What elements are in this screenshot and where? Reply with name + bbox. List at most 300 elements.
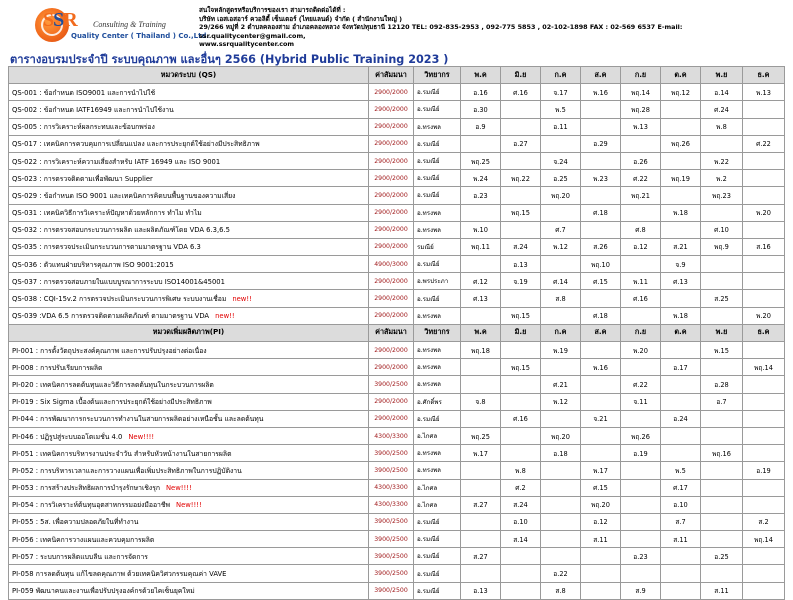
- session-date: [743, 187, 785, 204]
- session-date: พ.12: [541, 393, 581, 410]
- session-date: พฤ.15: [501, 359, 541, 376]
- session-date: อ.9: [461, 118, 501, 135]
- session-date: ศ.8: [621, 221, 661, 238]
- new-badge: New!!!!: [128, 432, 155, 441]
- session-date: [661, 101, 701, 118]
- session-date: [621, 565, 661, 582]
- session-date: จ.11: [621, 393, 661, 410]
- logo-tagline: Consulting & Training: [93, 20, 166, 29]
- session-date: [541, 359, 581, 376]
- session-date: ศ.24: [701, 101, 743, 118]
- course-name: [9, 187, 369, 204]
- course-price: 2900/2000: [369, 238, 414, 255]
- course-price: 2900/2000: [369, 152, 414, 169]
- session-date: พ.22: [701, 152, 743, 169]
- session-date: [661, 445, 701, 462]
- course-name: [9, 548, 369, 565]
- session-date: [661, 187, 701, 204]
- course-title: QS-036 : ตัวแทนฝ่ายบริหารคุณภาพ ISO 9001:2015: [12, 260, 174, 269]
- session-date: ส.25: [701, 290, 743, 307]
- session-date: อ.19: [743, 462, 785, 479]
- session-date: [621, 204, 661, 221]
- session-date: [541, 479, 581, 496]
- column-header: ก.ค: [541, 67, 581, 84]
- session-date: [621, 531, 661, 548]
- session-date: พ.8: [701, 118, 743, 135]
- course-title: QS-039 :VDA 6.5 การตรวจติดตามผลิตภัณฑ์ ตามมาตรฐาน VDA: [12, 312, 210, 321]
- table-row: [9, 393, 785, 410]
- logo-company-name: Quality Center ( Thailand ) Co.,Ltd.: [71, 32, 210, 40]
- session-date: ส.24: [501, 238, 541, 255]
- table-row: [9, 496, 785, 513]
- session-date: พ.5: [661, 462, 701, 479]
- course-price: 2900/2000: [369, 135, 414, 152]
- course-name: [9, 273, 369, 290]
- course-lecturer: อ.ไกศล: [414, 479, 461, 496]
- session-date: อ.13: [461, 582, 501, 599]
- session-date: [541, 135, 581, 152]
- session-date: [581, 376, 621, 393]
- session-date: [541, 531, 581, 548]
- session-date: [743, 565, 785, 582]
- course-lecturer: อ.รมณีย์: [414, 170, 461, 187]
- session-date: [661, 393, 701, 410]
- course-title: PI-059 พัฒนาคนและงานเพื่อปรับปรุงองค์กรด้วยไคเซ็นยุคใหม่: [12, 587, 195, 596]
- company-line: www.ssrqualitycenter.com: [199, 40, 295, 49]
- course-name: [9, 359, 369, 376]
- course-name: [9, 531, 369, 548]
- column-header: พ.ค: [461, 324, 501, 341]
- course-name: [9, 582, 369, 599]
- table-row: [9, 135, 785, 152]
- course-price: 2900/2000: [369, 342, 414, 359]
- course-title: QS-001 : ข้อกำหนด ISO9001 และการนำไปใช้: [12, 88, 156, 97]
- session-date: [621, 462, 661, 479]
- session-date: [501, 393, 541, 410]
- session-date: [621, 496, 661, 513]
- course-price: 2900/2000: [369, 101, 414, 118]
- session-date: [581, 152, 621, 169]
- course-lecturer: อ.รมณีย์: [414, 84, 461, 101]
- course-title: QS-017 : เทคนิคการควบคุมการเปลี่ยนแปลง และการประยุกต์ใช้อย่างมีประสิทธิภาพ: [12, 140, 260, 149]
- session-date: ส.8: [541, 290, 581, 307]
- course-price: 4300/3300: [369, 479, 414, 496]
- session-date: อ.29: [581, 135, 621, 152]
- course-lecturer: อ.รมณีย์: [414, 256, 461, 273]
- course-name: [9, 135, 369, 152]
- course-lecturer: อ.รมณีย์: [414, 152, 461, 169]
- session-date: พฤ.20: [541, 187, 581, 204]
- session-date: [621, 410, 661, 427]
- column-header: วิทยากร: [414, 324, 461, 341]
- session-date: ศ.16: [501, 410, 541, 427]
- course-lecturer: รมณีย์: [414, 238, 461, 255]
- session-date: พฤ.10: [581, 256, 621, 273]
- session-date: [701, 427, 743, 444]
- session-date: [621, 307, 661, 324]
- session-date: พ.11: [621, 273, 661, 290]
- course-title: PI-020 : เทคนิคการลดต้นทุนและวิธีการลดต้นทุนในกระบวนการผลิต: [12, 380, 214, 389]
- company-line: สนใจหลักสูตรหรือบริการของเรา สามารถติดต่อได้ที่ :: [199, 6, 346, 14]
- session-date: พฤ.12: [661, 84, 701, 101]
- course-name: [9, 565, 369, 582]
- course-name: [9, 170, 369, 187]
- course-name: [9, 427, 369, 444]
- course-title: QS-002 : ข้อกำหนด IATF16949 และการนำไปใช้งาน: [12, 105, 174, 114]
- session-date: [581, 565, 621, 582]
- session-date: ศ.12: [461, 273, 501, 290]
- session-date: [661, 221, 701, 238]
- table-row: [9, 152, 785, 169]
- course-title: PI-056 : เทคนิคการวางแผนและควบคุมการผลิต: [12, 535, 155, 544]
- session-date: ส.27: [461, 548, 501, 565]
- table-row: [9, 359, 785, 376]
- course-lecturer: อ.รมณีย์: [414, 101, 461, 118]
- course-price: 2900/2000: [369, 307, 414, 324]
- session-date: [581, 101, 621, 118]
- course-lecturer: อ.รมณีย์: [414, 135, 461, 152]
- course-lecturer: อ.พรประภา: [414, 273, 461, 290]
- session-date: [701, 565, 743, 582]
- column-header: พ.ย: [701, 67, 743, 84]
- column-header: หมวดเพิ่มผลิตภาพ(PI): [9, 324, 369, 341]
- course-lecturer: อ.ทรงพล: [414, 445, 461, 462]
- session-date: อ.13: [501, 256, 541, 273]
- course-title: PI-055 : 5ส. เพื่อความปลอดภัยในที่ทำงาน: [12, 518, 139, 527]
- course-name: [9, 462, 369, 479]
- column-header: ส.ค: [581, 324, 621, 341]
- course-name: [9, 307, 369, 324]
- course-lecturer: อ.ไกศล: [414, 496, 461, 513]
- session-date: [501, 118, 541, 135]
- session-date: พ.19: [541, 342, 581, 359]
- course-name: [9, 410, 369, 427]
- session-date: [581, 290, 621, 307]
- session-date: จ.17: [541, 84, 581, 101]
- session-date: [661, 152, 701, 169]
- session-date: [661, 582, 701, 599]
- course-name: [9, 256, 369, 273]
- session-date: [661, 342, 701, 359]
- course-price: 3900/2500: [369, 582, 414, 599]
- session-date: พฤ.22: [501, 170, 541, 187]
- session-date: พ.18: [661, 307, 701, 324]
- session-date: อ.30: [461, 101, 501, 118]
- session-date: พฤ.16: [701, 445, 743, 462]
- table-row: [9, 445, 785, 462]
- session-date: อ.18: [541, 445, 581, 462]
- course-lecturer: อ.ศักดิ์พร: [414, 393, 461, 410]
- course-name: [9, 290, 369, 307]
- course-lecturer: อ.รมณีย์: [414, 531, 461, 548]
- course-name: [9, 221, 369, 238]
- session-date: [461, 410, 501, 427]
- table-row: [9, 565, 785, 582]
- session-date: พ.2: [701, 170, 743, 187]
- session-date: ส.16: [743, 238, 785, 255]
- course-title: PI-053 : การสร้างประสิทธิผลการบำรุงรักษาเชิงรุก: [12, 484, 160, 493]
- page-title: ตารางอบรมประจำปี ระบบคุณภาพ และอื่นๆ 2566 (Hybrid Public Training 2023 ): [10, 53, 449, 66]
- session-date: [581, 221, 621, 238]
- column-header: พ.ย: [701, 324, 743, 341]
- session-date: อ.10: [661, 496, 701, 513]
- column-header: ก.ค: [541, 324, 581, 341]
- session-date: จ.8: [461, 393, 501, 410]
- course-lecturer: อ.ทรงพล: [414, 342, 461, 359]
- session-date: อ.7: [701, 393, 743, 410]
- session-date: [661, 565, 701, 582]
- column-header: ก.ย: [621, 324, 661, 341]
- session-date: อ.12: [581, 513, 621, 530]
- session-date: [701, 273, 743, 290]
- session-date: [541, 307, 581, 324]
- session-date: พฤ.11: [461, 238, 501, 255]
- session-date: ส.8: [541, 582, 581, 599]
- session-date: [621, 479, 661, 496]
- session-date: [461, 479, 501, 496]
- session-date: [661, 118, 701, 135]
- session-date: [621, 135, 661, 152]
- session-date: [701, 410, 743, 427]
- session-date: ศ.2: [501, 479, 541, 496]
- session-date: [581, 187, 621, 204]
- session-date: [461, 462, 501, 479]
- course-lecturer: อ.ทรงพล: [414, 307, 461, 324]
- session-date: พฤ.9: [701, 238, 743, 255]
- session-date: [501, 187, 541, 204]
- session-date: พ.12: [541, 238, 581, 255]
- session-date: จ.21: [581, 410, 621, 427]
- session-date: พฤ.19: [661, 170, 701, 187]
- session-date: [461, 565, 501, 582]
- table-row: [9, 462, 785, 479]
- session-date: พ.15: [701, 342, 743, 359]
- table-row: [9, 307, 785, 324]
- session-date: [581, 342, 621, 359]
- session-date: ส.26: [581, 238, 621, 255]
- course-name: [9, 393, 369, 410]
- session-date: [701, 359, 743, 376]
- course-lecturer: อ.รมณีย์: [414, 582, 461, 599]
- session-date: อ.26: [621, 152, 661, 169]
- session-date: [501, 101, 541, 118]
- course-title: QS-005 : การวิเคราะห์ผลกระทบและข้อบกพร่อง: [12, 123, 155, 132]
- session-date: ส.14: [501, 531, 541, 548]
- session-date: [581, 445, 621, 462]
- table-row: [9, 204, 785, 221]
- table-row: [9, 513, 785, 530]
- course-lecturer: อ.ทรงพล: [414, 118, 461, 135]
- course-lecturer: อ.รมณีย์: [414, 513, 461, 530]
- session-date: พ.23: [581, 170, 621, 187]
- session-date: อ.16: [461, 84, 501, 101]
- session-date: ส.11: [661, 531, 701, 548]
- session-date: ส.11: [701, 582, 743, 599]
- table-row: [9, 118, 785, 135]
- session-date: พฤ.26: [661, 135, 701, 152]
- course-title: PI-001 : การตั้งวัตถุประสงค์คุณภาพ และการปรับปรุงอย่างต่อเนื่อง: [12, 346, 207, 355]
- session-date: [501, 548, 541, 565]
- course-lecturer: อ.ทรงพล: [414, 359, 461, 376]
- session-date: อ.22: [541, 565, 581, 582]
- course-title: QS-035 : การตรวจประเมินกระบวนการตามมาตรฐาน VDA 6.3: [12, 243, 201, 252]
- session-date: [743, 221, 785, 238]
- logo-text: SSR: [43, 9, 77, 31]
- table-row: [9, 221, 785, 238]
- session-date: [701, 496, 743, 513]
- course-lecturer: อ.ไกศล: [414, 427, 461, 444]
- session-date: อ.17: [661, 359, 701, 376]
- course-title: QS-029 : ข้อกำหนด ISO 9001 และเทคนิคการคิดบนพื้นฐานของความเสี่ยง: [12, 191, 236, 200]
- course-name: [9, 238, 369, 255]
- column-header: ธ.ค: [743, 324, 785, 341]
- session-date: [743, 410, 785, 427]
- course-title: PI-051 : เทคนิคการบริหารงานประจำวัน สำหรับหัวหน้างานในสายการผลิต: [12, 449, 232, 458]
- session-date: [501, 152, 541, 169]
- session-date: [661, 427, 701, 444]
- course-price: 3900/2500: [369, 513, 414, 530]
- session-date: [743, 170, 785, 187]
- course-lecturer: อ.รมณีย์: [414, 565, 461, 582]
- column-header: มิ.ย: [501, 324, 541, 341]
- course-lecturer: อ.ทรงพล: [414, 462, 461, 479]
- session-date: พฤ.18: [461, 342, 501, 359]
- session-date: [743, 290, 785, 307]
- course-lecturer: อ.ทรงพล: [414, 204, 461, 221]
- new-badge: new!!: [215, 312, 235, 321]
- session-date: อ.25: [701, 548, 743, 565]
- session-date: [501, 427, 541, 444]
- course-name: [9, 496, 369, 513]
- course-price: 2900/2000: [369, 187, 414, 204]
- session-date: [541, 513, 581, 530]
- session-date: ส.27: [461, 496, 501, 513]
- column-header: ค่าสัมมนา: [369, 67, 414, 84]
- table-header-row: [9, 67, 785, 84]
- session-date: พฤ.21: [621, 187, 661, 204]
- session-date: พฤ.20: [581, 496, 621, 513]
- session-date: อ.24: [661, 410, 701, 427]
- session-date: [501, 290, 541, 307]
- course-title: QS-031 : เทคนิควิธีการวิเคราะห์ปัญหาด้วยหลักการ ทำไม ทำไม: [12, 209, 202, 218]
- session-date: [501, 445, 541, 462]
- session-date: [461, 376, 501, 393]
- course-price: 2900/2000: [369, 359, 414, 376]
- column-header: มิ.ย: [501, 67, 541, 84]
- course-price: 3900/2500: [369, 376, 414, 393]
- session-date: อ.23: [621, 548, 661, 565]
- company-line: บริษัท เอสเอสอาร์ ควอลิตี้ เซ็นเตอร์ (ไทยแลนด์) จำกัด ( สำนักงานใหญ่ ): [199, 14, 403, 23]
- course-title: QS-032 : การตรวจสอบกระบวนการผลิต และผลิตภัณฑ์โดย VDA 6.3,6.5: [12, 226, 230, 235]
- column-header: วิทยากร: [414, 67, 461, 84]
- course-name: [9, 101, 369, 118]
- session-date: พฤ.25: [461, 427, 501, 444]
- session-date: [581, 118, 621, 135]
- session-date: [541, 548, 581, 565]
- course-name: [9, 513, 369, 530]
- session-date: [661, 548, 701, 565]
- course-title: PI-046 : ปฏิรูปสู่ระบบออโตเมชั่น 4.0: [12, 432, 123, 441]
- course-price: 2900/2000: [369, 393, 414, 410]
- course-price: 3900/2500: [369, 445, 414, 462]
- session-date: อ.12: [621, 238, 661, 255]
- session-date: พ.18: [661, 204, 701, 221]
- table-row: [9, 84, 785, 101]
- session-date: [743, 256, 785, 273]
- table-row: [9, 531, 785, 548]
- session-date: [541, 204, 581, 221]
- table-row: [9, 342, 785, 359]
- session-date: พฤ.14: [743, 359, 785, 376]
- session-date: [541, 496, 581, 513]
- session-date: พ.13: [743, 84, 785, 101]
- session-date: ศ.15: [581, 273, 621, 290]
- column-header: ส.ค: [581, 67, 621, 84]
- session-date: พฤ.25: [461, 152, 501, 169]
- course-title: QS-022 : การวิเคราะห์ความเสี่ยงสำหรับ IATF 16949 และ ISO 9001: [12, 157, 221, 166]
- session-date: อ.23: [461, 187, 501, 204]
- session-date: [461, 513, 501, 530]
- course-name: [9, 152, 369, 169]
- column-header: ต.ค: [661, 67, 701, 84]
- course-price: 3900/2500: [369, 531, 414, 548]
- session-date: อ.19: [621, 445, 661, 462]
- session-date: ศ.16: [501, 84, 541, 101]
- course-price: 2900/2000: [369, 84, 414, 101]
- course-lecturer: อ.ทรงพล: [414, 376, 461, 393]
- course-price: 2900/2000: [369, 204, 414, 221]
- session-date: [541, 462, 581, 479]
- course-price: 2900/2000: [369, 273, 414, 290]
- table-header-row: [9, 324, 785, 341]
- session-date: พฤ.20: [541, 427, 581, 444]
- column-header: ก.ย: [621, 67, 661, 84]
- session-date: พฤ.14: [621, 84, 661, 101]
- session-date: ศ.22: [743, 135, 785, 152]
- page-header: [33, 4, 773, 48]
- session-date: [501, 376, 541, 393]
- session-date: [501, 342, 541, 359]
- session-date: อ.28: [701, 376, 743, 393]
- session-date: พ.24: [461, 170, 501, 187]
- session-date: ศ.16: [621, 290, 661, 307]
- session-date: ศ.21: [541, 376, 581, 393]
- session-date: [501, 565, 541, 582]
- session-date: อ.25: [541, 170, 581, 187]
- session-date: [661, 376, 701, 393]
- course-title: PI-052 : การบริหารเวลาและการวางแผนเพื่อเพิ่มประสิทธิภาพในการปฏิบัติงาน: [12, 466, 242, 475]
- course-price: 2900/2000: [369, 290, 414, 307]
- session-date: [501, 582, 541, 599]
- table-row: [9, 479, 785, 496]
- session-date: [743, 548, 785, 565]
- table-row: [9, 187, 785, 204]
- table-row: [9, 101, 785, 118]
- session-date: ศ.10: [701, 221, 743, 238]
- course-price: 4900/3000: [369, 256, 414, 273]
- session-date: [461, 204, 501, 221]
- session-date: ศ.15: [581, 479, 621, 496]
- session-date: [743, 427, 785, 444]
- course-price: 4300/3300: [369, 427, 414, 444]
- session-date: พ.13: [621, 118, 661, 135]
- column-header: ธ.ค: [743, 67, 785, 84]
- session-date: ส.21: [661, 238, 701, 255]
- table-row: [9, 290, 785, 307]
- session-date: [743, 101, 785, 118]
- session-date: [701, 531, 743, 548]
- column-header: ค่าสัมมนา: [369, 324, 414, 341]
